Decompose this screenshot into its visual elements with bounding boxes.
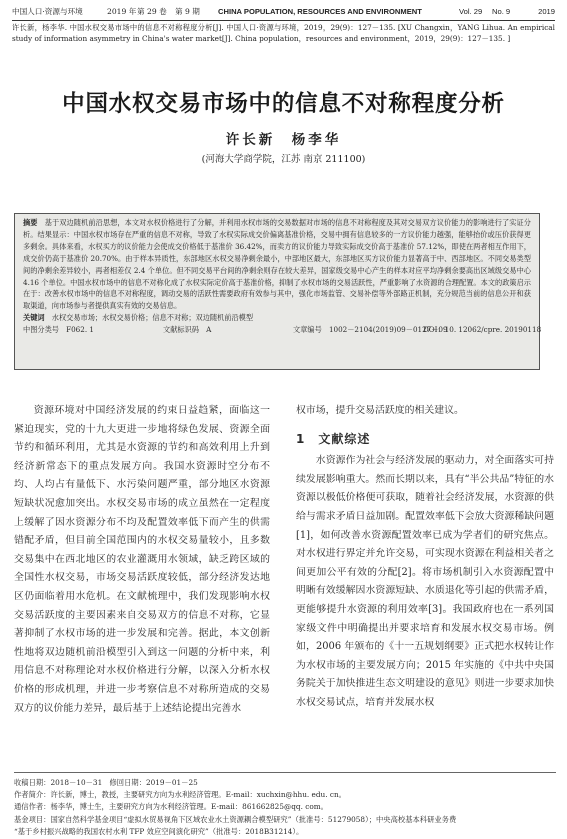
intro-continuation: 权市场，提升交易活跃度的相关建议。 [296, 405, 464, 416]
year-en: 2019 [538, 7, 555, 16]
body-column-right [296, 402, 554, 713]
journal-name-en: CHINA POPULATION, RESOURCES AND ENVIRONMENT [218, 7, 422, 16]
affiliation: (河海大学商学院，江苏 南京 211100) [201, 154, 366, 165]
section-paragraph: 水资源作为社会与经济发展的驱动力，对全面落实可持续发展影响重大。然而长期以来，具有“半公共品”特征的水资源以极低价格便可获取，随着社会经济发展，水资源的供给与需求矛盾日益加剧。配置效率低下会放大资源稀缺问题[1]，如何改善水资源配置效率已成为学者们的研究焦点。对水权进行界定并允许交易，可实现水资源在利益相关者之间更加公平有效的分配[2]。将市场机制引入水资源配置中明晰有效缓解因水资源短缺、水质退化等引起的供需矛盾，更能够提升水资源的利用效率[3]。我国政府也在一系列国家级文件中明确提出并要求培育和发展水权交易市场。例如，2006 年颁布的《十一五规划纲要》正式把水权转让作为水权市场的主要发展方向；2015 年实施的《中共中央国务院关于加快推进生态文明建设的意见》则进一步要求加快水权交易试点，培育并发展水权 [296, 455, 554, 708]
abstract [23, 217, 531, 312]
received-dates: 收稿日期：2018－10－31 修回日期：2019－01－25 [14, 778, 198, 787]
issue-cn: 第 9 期 [175, 7, 200, 16]
article-number: 文章编号 1002－2104(2019)09－0127－09 [293, 325, 448, 335]
running-head [12, 6, 555, 21]
fund-info-2: “基于乡村振兴战略的我国农村水利 TFP 效应空间演化研究”（批准号：2018B31214）。 [14, 826, 304, 836]
citation: 许长新，杨李华. 中国水权交易市场中的信息不对称程度分析[J]. 中国人口·资源与环境，2019，29(9)：127－135. [XU Changxin，YANG Lihua. An empirical study of information asymmetry in China's water market[J]. China population，resources and environment，2019，29(9)：127－135. ] [12, 23, 555, 43]
section-heading: 1 文献综述 [296, 431, 371, 446]
authors: 许长新 杨李华 [225, 132, 342, 148]
fund-info-1: 基金项目：国家自然科学基金项目“虚拟水贸易视角下区域农业水土资源耦合模型研究”（批准号：51279058）；中央高校基本科研业务费 [14, 814, 457, 824]
issue-en: No. 9 [492, 7, 511, 16]
intro-paragraph: 资源环境对中国经济发展的约束日益趋紧，面临这一紧迫现实，党的十九大更进一步地将绿色发展、资源全面节约和循环利用，尤其是水资源的节约和高效利用上升到经济新常态下的重点发展方向。我国水资源时空分布不均、人均占有量低下、水污染问题严重，部分地区水资源短缺状况愈加突出。水权交易市场的成立虽然在一定程度上缓解了因水资源分布不均及配置效率低下而产生的供需错配矛盾，但目前全国范围内的水权交易量较小，且多数交易集中在西北地区的农业灌溉用水领域，缺乏跨区域的全国性水权交易，市场交易活跃度较低，部分经济发达地区仍面临着用水危机。在文献梳理中，我们发现影响水权交易活跃度的主要因素来自交易双方的信息不对称，它显著抑制了水权市场的进一步发展和完善。据此，本文创新性地将双边随机前沿模型引入到这一问题的分析中来，利用信息不对称理论对水权价格进行分解，以深入分析水权价格的形成机理，并进一步考察信息不对称所造成的交易双方的议价能力差异，最后基于上述结论提出完善水 [14, 405, 270, 714]
paper-title: 中国水权交易市场中的信息不对称程度分析 [62, 91, 505, 117]
document-code: 文献标识码 A [163, 325, 212, 335]
author-info: 作者简介：许长新，博士，教授，主要研究方向为水利经济管理。E-mail：xuchxin@hhu. edu. cn。 [14, 790, 346, 800]
journal-name-cn: 中国人口·资源与环境 [12, 7, 83, 16]
clc-number: 中图分类号 F062. 1 [23, 325, 94, 335]
abstract-label: 摘要 [23, 218, 38, 227]
abstract-text: 基于双边随机前沿思想，本文对水权价格进行了分解，并利用水权市场的交易数据对市场的信息不对称程度及其对交易双方议价能力的影响进行了实证分析。结果显示：中国水权市场存在严重的信息不对称，导致了水权实际成交价偏离基准价格，交易中拥有信息较多的一方议价能力越强，能够抬价或压价获得更多剩余。具体来看，水权买方的议价能力会使成交价格低于基准价 36.42%，而卖方的议价能力导致实际成交价高于基准价 57.12%，即使在两者相互作用下，成交价仍高于基准价 20.70%。由于样本异质性，东部地区水权交易净剩余最小，中部地区最大，东部地区买方议价能力显著高于中、西部地区。不同交易类型间的净剩余差异较小，再者相差仅 2.4 个单位。但不同交易平台间的净剩余则存在较大差异，国家级交易中心产生的样本对应平均净剩余要高出区域级交易中心 4.16 个单位。中国水权市场中的信息不对称化成了水权实际定价高于基准价格，抑制了水权市场的交易活跃性，严重影响了水资源的合理配置。本文的政策启示在于：改善水权市场中的信息不对称程度，调动交易的活跃性需要政府有效参与其中，强化市场监管、交易补偿等外部路正机制，充分规范当前的信息公开和获取渠道，向市场参与者提供真实有效的交易信息。 [23, 218, 531, 311]
year-cn: 2019 年 [107, 7, 137, 16]
volume-en: Vol. 29 [459, 7, 483, 16]
body-column-left [14, 402, 270, 718]
keywords-text: 水权交易市场；水权交易价格；信息不对称；双边随机前沿模型 [51, 313, 254, 323]
keywords [23, 312, 531, 324]
volume-cn: 第 29 卷 [137, 7, 167, 16]
doi: DOI：10. 12062/cpre. 20190118 [423, 325, 542, 335]
article-meta [23, 324, 542, 336]
corresponding-author: 通信作者：杨李华，博士生，主要研究方向为水利经济管理。E-mail：861662825@qq. com。 [14, 802, 328, 812]
abstract-box [14, 213, 540, 370]
keywords-label: 关键词 [23, 313, 45, 323]
footnote [14, 772, 556, 838]
